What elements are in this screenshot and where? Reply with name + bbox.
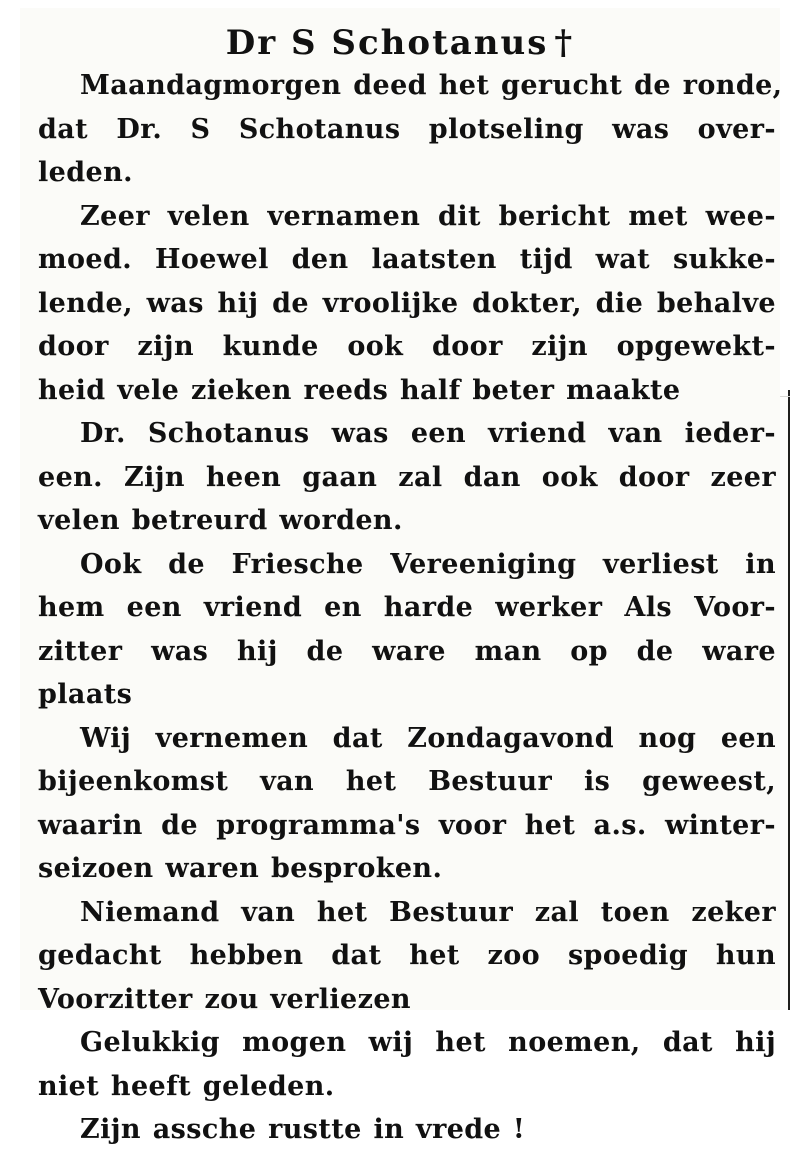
text-line: dat Dr. S Schotanus plotseling was over- — [38, 113, 776, 145]
article-body — [38, 64, 783, 1152]
text-line: velen betreurd worden. — [38, 505, 403, 536]
text-line: heid vele zieken reeds half beter maakte — [38, 374, 681, 406]
text-line: Gelukkig mogen wij het noemen, dat hij — [80, 1027, 776, 1058]
newspaper-clipping — [20, 8, 783, 1145]
right-border-line — [788, 390, 790, 1010]
text-line: lende, was hij de vroolijke dokter, die behalve — [38, 287, 776, 319]
paragraph-board — [38, 891, 776, 1022]
text-line: leden. — [38, 157, 133, 188]
title-text: Dr S Schotanus — [225, 23, 549, 63]
text-line: Maandagmorgen deed het gerucht de ronde, — [80, 70, 783, 101]
text-line: seizoen waren besproken. — [38, 853, 443, 884]
paragraph-association — [38, 543, 776, 717]
text-line: zitter was hij de ware man op de ware — [38, 635, 776, 667]
paragraph-friend — [38, 412, 776, 543]
text-line: hem een vriend en harde werker Als Voor- — [38, 592, 776, 623]
paragraph-sorrow — [38, 195, 776, 413]
text-line: Voorzitter zou verliezen — [38, 983, 411, 1015]
text-line: waarin de programma's voor het a.s. winter- — [38, 809, 776, 841]
text-line: Ook de Friesche Vereeniging verliest in — [80, 548, 776, 580]
text-line: gedacht hebben dat het zoo spoedig hun — [38, 940, 776, 971]
paragraph-suffering — [38, 1021, 776, 1108]
paragraph-meeting — [38, 717, 776, 891]
text-line: plaats — [38, 679, 133, 710]
text-line: Zeer velen vernamen dit bericht met wee- — [80, 200, 776, 232]
text-line: moed. Hoewel den laatsten tijd wat sukke- — [38, 244, 776, 275]
text-line: door zijn kunde ook door zijn opgewekt- — [38, 331, 776, 362]
paragraph-closing — [38, 1108, 776, 1152]
article-title — [20, 20, 780, 66]
paragraph-announcement — [38, 64, 783, 195]
text-line: Niemand van het Bestuur zal toen zeker — [80, 896, 776, 928]
cross-symbol: † — [554, 23, 575, 63]
text-line: Wij vernemen dat Zondagavond nog een — [80, 722, 776, 754]
text-line: bijeenkomst van het Bestuur is geweest, — [38, 766, 776, 797]
text-line: Dr. Schotanus was een vriend van ieder- — [80, 418, 776, 449]
text-line: Zijn assche rustte in vrede ! — [80, 1114, 526, 1145]
text-line: niet heeft geleden. — [38, 1070, 335, 1102]
text-line: een. Zijn heen gaan zal dan ook door zeer — [38, 461, 776, 493]
